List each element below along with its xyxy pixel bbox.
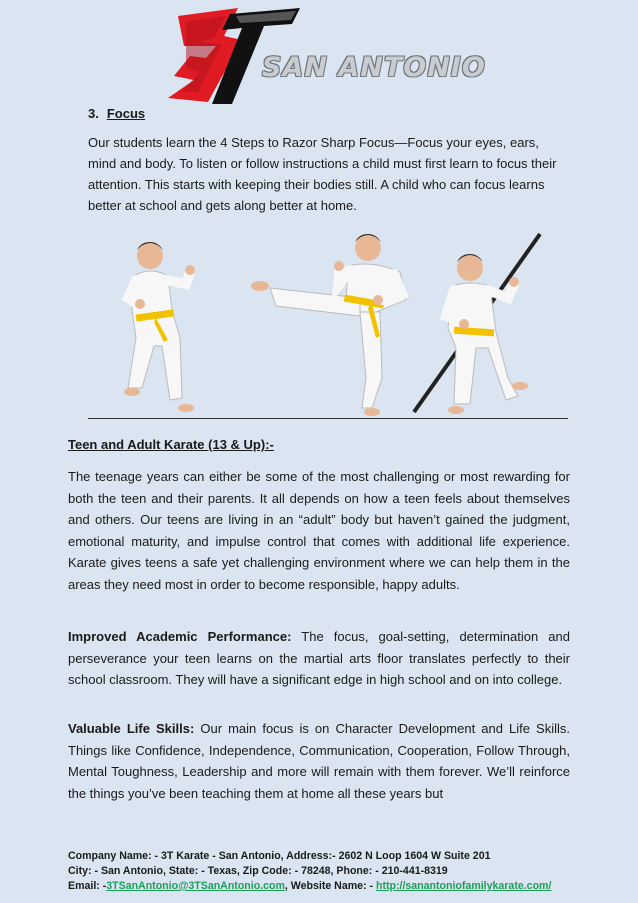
- logo-wordmark: SAN ANTONIO: [262, 52, 486, 83]
- teen-intro-paragraph: The teenage years can either be some of the most challenging or most rewarding for both the teen and their parents. It all depends on how a teen feels about themselves and others. Our teens are living in an “adult” body but haven’t gained the judgment, emotional maturity, and impulse control that comes with additional life experience. Karate gives teens a safe yet challenging environment where we can help them in the areas they need most in order to become responsible, happy adults.: [68, 469, 570, 592]
- kid-stance-figure: [124, 242, 195, 412]
- email-link[interactable]: 3TSanAntonio@3TSanAntonio.com: [106, 880, 285, 892]
- academic-lead: Improved Academic Performance:: [68, 629, 292, 644]
- focus-paragraph: Our students learn the 4 Steps to Razor Sharp Focus—Focus your eyes, ears, mind and body. To listen or follow instructions a child must first learn to focus their attention. This starts with keeping their bodies still. A child who can focus learns better at school and gets along better at home.: [88, 135, 557, 213]
- life-skills-paragraph: [68, 718, 570, 804]
- teen-adult-heading: Teen and Adult Karate (13 & Up):-: [68, 437, 274, 452]
- focus-heading: [88, 106, 145, 121]
- footer-contact-line: [68, 879, 588, 894]
- academic-body: The focus, goal-setting, determination and perseverance your teen learns on the martial arts floor translates perfectly to their school classroom. They will have a significant edge in high school and on into college.: [68, 629, 571, 688]
- kid-staff-figure: [414, 234, 540, 414]
- footer-city-line: City: - San Antonio, State: - Texas, Zip Code: - 78248, Phone: - 210-441-8319: [68, 865, 448, 877]
- life-skills-lead: Valuable Life Skills:: [68, 721, 195, 736]
- focus-title: Focus: [106, 106, 146, 121]
- kid-kick-figure: [251, 234, 406, 416]
- karate-kids-photo: [110, 228, 570, 424]
- email-label: Email: -: [68, 880, 107, 892]
- contact-footer: [68, 849, 588, 894]
- image-divider: [88, 418, 568, 419]
- focus-number: 3.: [88, 106, 99, 121]
- footer-company-line: Company Name: - 3T Karate - San Antonio, Address:- 2602 N Loop 1604 W Suite 201: [68, 850, 491, 862]
- website-link[interactable]: http://sanantoniofamilykarate.com/: [375, 880, 552, 892]
- website-label: , Website Name: -: [284, 880, 376, 892]
- academic-paragraph: [68, 626, 570, 691]
- life-skills-body: Our main focus is on Character Development and Life Skills. Things like Confidence, Independence, Communication, Cooperation, Follow Through, Mental Toughness, Leadership and more will remain with them forever. We’ll reinforce the things you’ve been teaching them at home all these years but: [68, 721, 570, 801]
